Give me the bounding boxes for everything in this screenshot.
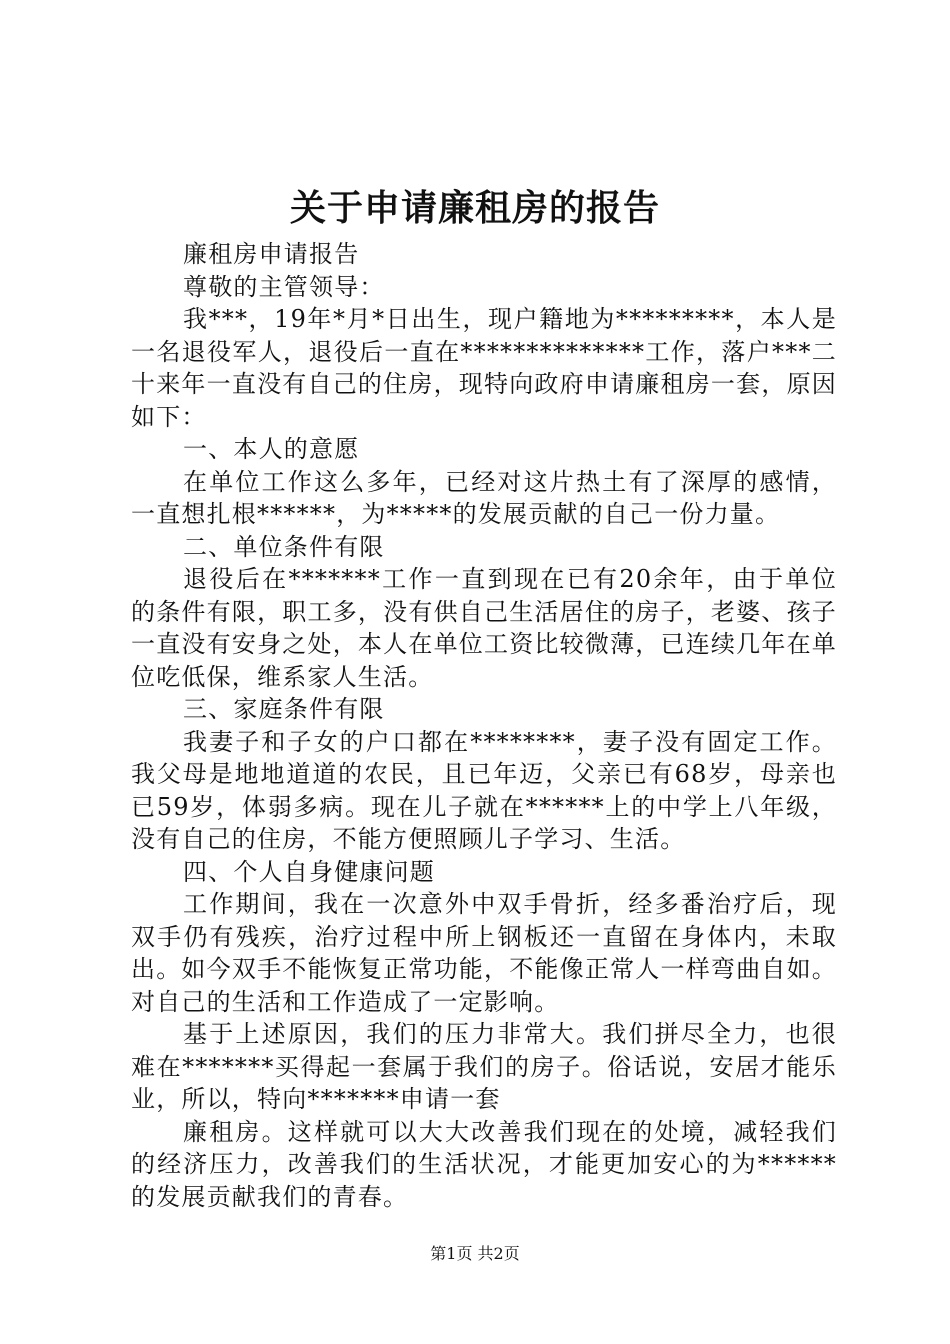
section-heading-3: 三、家庭条件有限 xyxy=(183,695,385,723)
paragraph-heading: 廉租房申请报告 xyxy=(183,240,360,268)
paragraph-section-1: 在单位工作这么多年，已经对这片热土有了深厚的感情，一直想扎根******，为*****的发展贡献的自己一份力量。 xyxy=(131,467,837,528)
paragraph-section-3: 我妻子和子女的户口都在********，妻子没有固定工作。我父母是地地道道的农民，且已年迈，父亲已有68岁，母亲也已59岁，体弱多病。现在儿子就在******上的中学上八年级，没有自己的住房，不能方便照顾儿子学习、生活。 xyxy=(131,727,837,853)
paragraph-closing: 廉租房。这样就可以大大改善我们现在的处境，减轻我们的经济压力，改善我们的生活状况，才能更加安心的为******的发展贡献我们的青春。 xyxy=(131,1117,837,1211)
document-title: 关于申请廉租房的报告 xyxy=(289,187,660,229)
paragraph-salutation: 尊敬的主管领导： xyxy=(183,272,385,301)
section-heading-1: 一、本人的意愿 xyxy=(183,435,360,463)
paragraph-section-2: 退役后在*******工作一直到现在已有20余年，由于单位的条件有限，职工多，没有供自己生活居住的房子，老婆、孩子一直没有安身之处，本人在单位工资比较微薄，已连续几年在单位吃低保，维系家人生活。 xyxy=(131,565,837,691)
page-footer: 第1页 共2页 xyxy=(430,1244,520,1263)
paragraph-intro: 我***，19年*月*日出生，现户籍地为*********，本人是一名退役军人，退役后一直在**************工作，落户***二十来年一直没有自己的住房，现特向政府申请廉租房一套，原因如下： xyxy=(131,305,837,431)
document-body xyxy=(131,238,837,1213)
section-heading-2: 二、单位条件有限 xyxy=(183,532,385,561)
section-heading-4: 四、个人自身健康问题 xyxy=(183,857,435,886)
paragraph-section-4: 工作期间，我在一次意外中双手骨折，经多番治疗后，现双手仍有残疾，治疗过程中所上钢板还一直留在身体内，未取出。如今双手不能恢复正常功能，不能像正常人一样弯曲自如。对自己的生活和工作造成了一定影响。 xyxy=(131,890,837,1016)
paragraph-conclusion: 基于上述原因，我们的压力非常大。我们拼尽全力，也很难在*******买得起一套属于我们的房子。俗话说，安居才能乐业，所以，特向*******申请一套 xyxy=(131,1020,837,1113)
